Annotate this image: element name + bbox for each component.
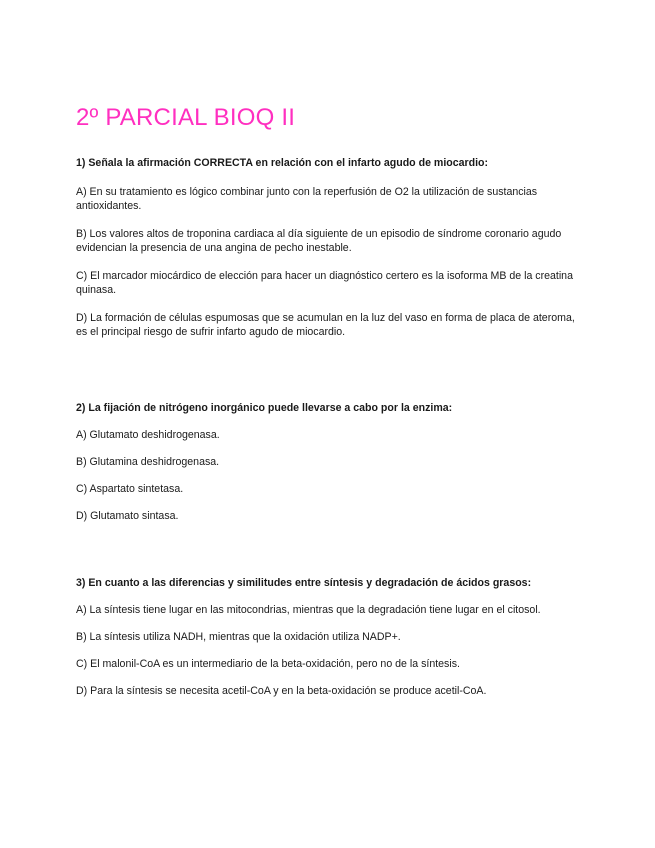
option-b: B) Los valores altos de troponina cardiaca al día siguiente de un episodio de síndrome coronario agudo evidencian la presencia de una angina de pecho inestable. xyxy=(76,228,562,254)
option-b: B) La síntesis utiliza NADH, mientras que la oxidación utiliza NADP+. xyxy=(76,631,401,643)
page-title: 2º PARCIAL BIOQ II xyxy=(76,104,296,131)
option-a: A) Glutamato deshidrogenasa. xyxy=(76,429,220,441)
option-d: D) La formación de células espumosas que se acumulan en la luz del vaso en forma de placa de ateroma, es el principal riesgo de sufrir infarto agudo de miocardio. xyxy=(76,312,575,338)
question-2 xyxy=(76,401,580,523)
question-3 xyxy=(76,576,580,698)
option-c: C) El malonil-CoA es un intermediario de la beta-oxidación, pero no de la síntesis. xyxy=(76,658,460,670)
option-c: C) El marcador miocárdico de elección para hacer un diagnóstico certero es la isoforma MB de la creatina quinasa. xyxy=(76,270,573,296)
option-c: C) Aspartato sintetasa. xyxy=(76,483,184,495)
option-a: A) La síntesis tiene lugar en las mitocondrias, mientras que la degradación tiene lugar en el citosol. xyxy=(76,604,541,616)
option-d: D) Para la síntesis se necesita acetil-CoA y en la beta-oxidación se produce acetil-CoA. xyxy=(76,685,487,697)
option-a: A) En su tratamiento es lógico combinar junto con la reperfusión de O2 la utilización de sustancias antioxidantes. xyxy=(76,186,538,212)
question-text: 2) La fijación de nitrógeno inorgánico puede llevarse a cabo por la enzima: xyxy=(76,402,453,414)
question-text: 3) En cuanto a las diferencias y similitudes entre síntesis y degradación de ácidos grasos: xyxy=(76,577,532,589)
option-d: D) Glutamato sintasa. xyxy=(76,510,179,522)
question-1 xyxy=(76,156,580,339)
question-text: 1) Señala la afirmación CORRECTA en relación con el infarto agudo de miocardio: xyxy=(76,157,489,169)
option-b: B) Glutamina deshidrogenasa. xyxy=(76,456,220,468)
